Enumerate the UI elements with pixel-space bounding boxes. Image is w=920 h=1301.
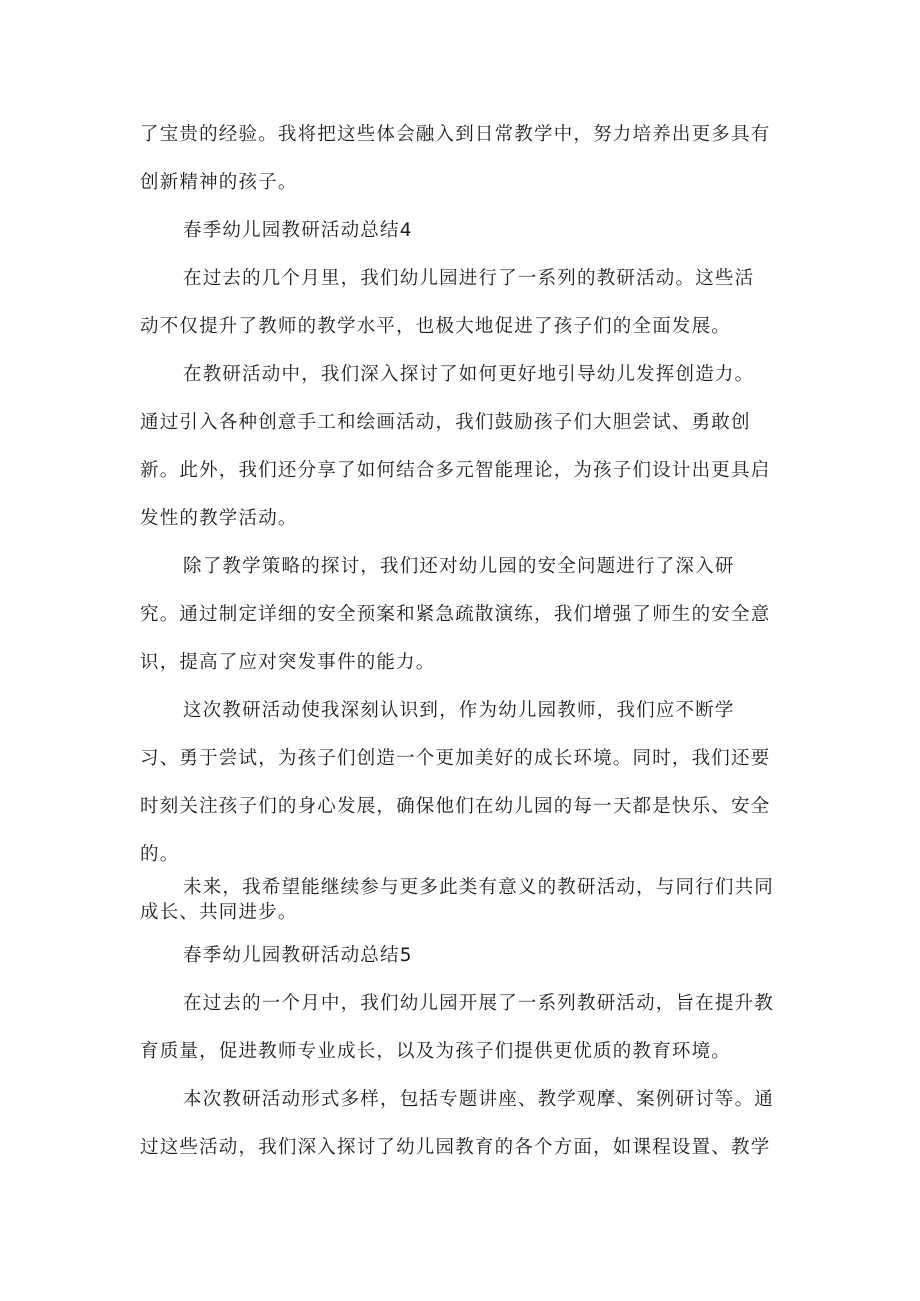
text-line: 在过去的一个月中，我们幼儿园开展了一系列教研活动，旨在提升教 [183,993,775,1014]
text-line: 除了教学策略的探讨，我们还对幼儿园的安全问题进行了深入研 [183,556,735,577]
text-line: 时刻关注孩子们的身心发展，确保他们在幼儿园的每一天都是快乐、安全 [140,796,771,817]
text-line: 习、勇于尝试，为孩子们创造一个更加美好的成长环境。同时，我们还要 [140,748,771,769]
section-heading: 春季幼儿园教研活动总结4 [183,220,413,241]
text-line: 未来，我希望能继续参与更多此类有意义的教研活动，与同行们共同 [183,877,775,898]
text-line: 在过去的几个月里，我们幼儿园进行了一系列的教研活动。这些活 [183,268,755,289]
text-line: 过这些活动，我们深入探讨了幼儿园教育的各个方面，如课程设置、教学 [140,1137,771,1158]
text-line: 了宝贵的经验。我将把这些体会融入到日常教学中，努力培养出更多具有 [140,124,771,145]
text-line: 新。此外，我们还分享了如何结合多元智能理论，为孩子们设计出更具启 [140,460,771,481]
text-line: 通过引入各种创意手工和绘画活动，我们鼓励孩子们大胆尝试、勇敢创 [140,412,751,433]
text-line: 识，提高了应对突发事件的能力。 [140,652,436,673]
text-line: 这次教研活动使我深刻认识到，作为幼儿园教师，我们应不断学 [183,700,735,721]
text-line: 成长、共同进步。 [140,902,298,923]
text-line: 在教研活动中，我们深入探讨了如何更好地引导幼儿发挥创造力。 [183,364,755,385]
text-line: 发性的教学活动。 [140,508,298,529]
text-line: 的。 [140,844,180,865]
text-line: 动不仅提升了教师的教学水平，也极大地促进了孩子们的全面发展。 [140,316,732,337]
section-heading: 春季幼儿园教研活动总结5 [183,945,413,966]
text-line: 创新精神的孩子。 [140,172,298,193]
text-line: 本次教研活动形式多样，包括专题讲座、教学观摩、案例研讨等。通 [183,1089,775,1110]
text-line: 育质量，促进教师专业成长，以及为孩子们提供更优质的教育环境。 [140,1041,732,1062]
text-line: 究。通过制定详细的安全预案和紧急疏散演练，我们增强了师生的安全意 [140,604,771,625]
